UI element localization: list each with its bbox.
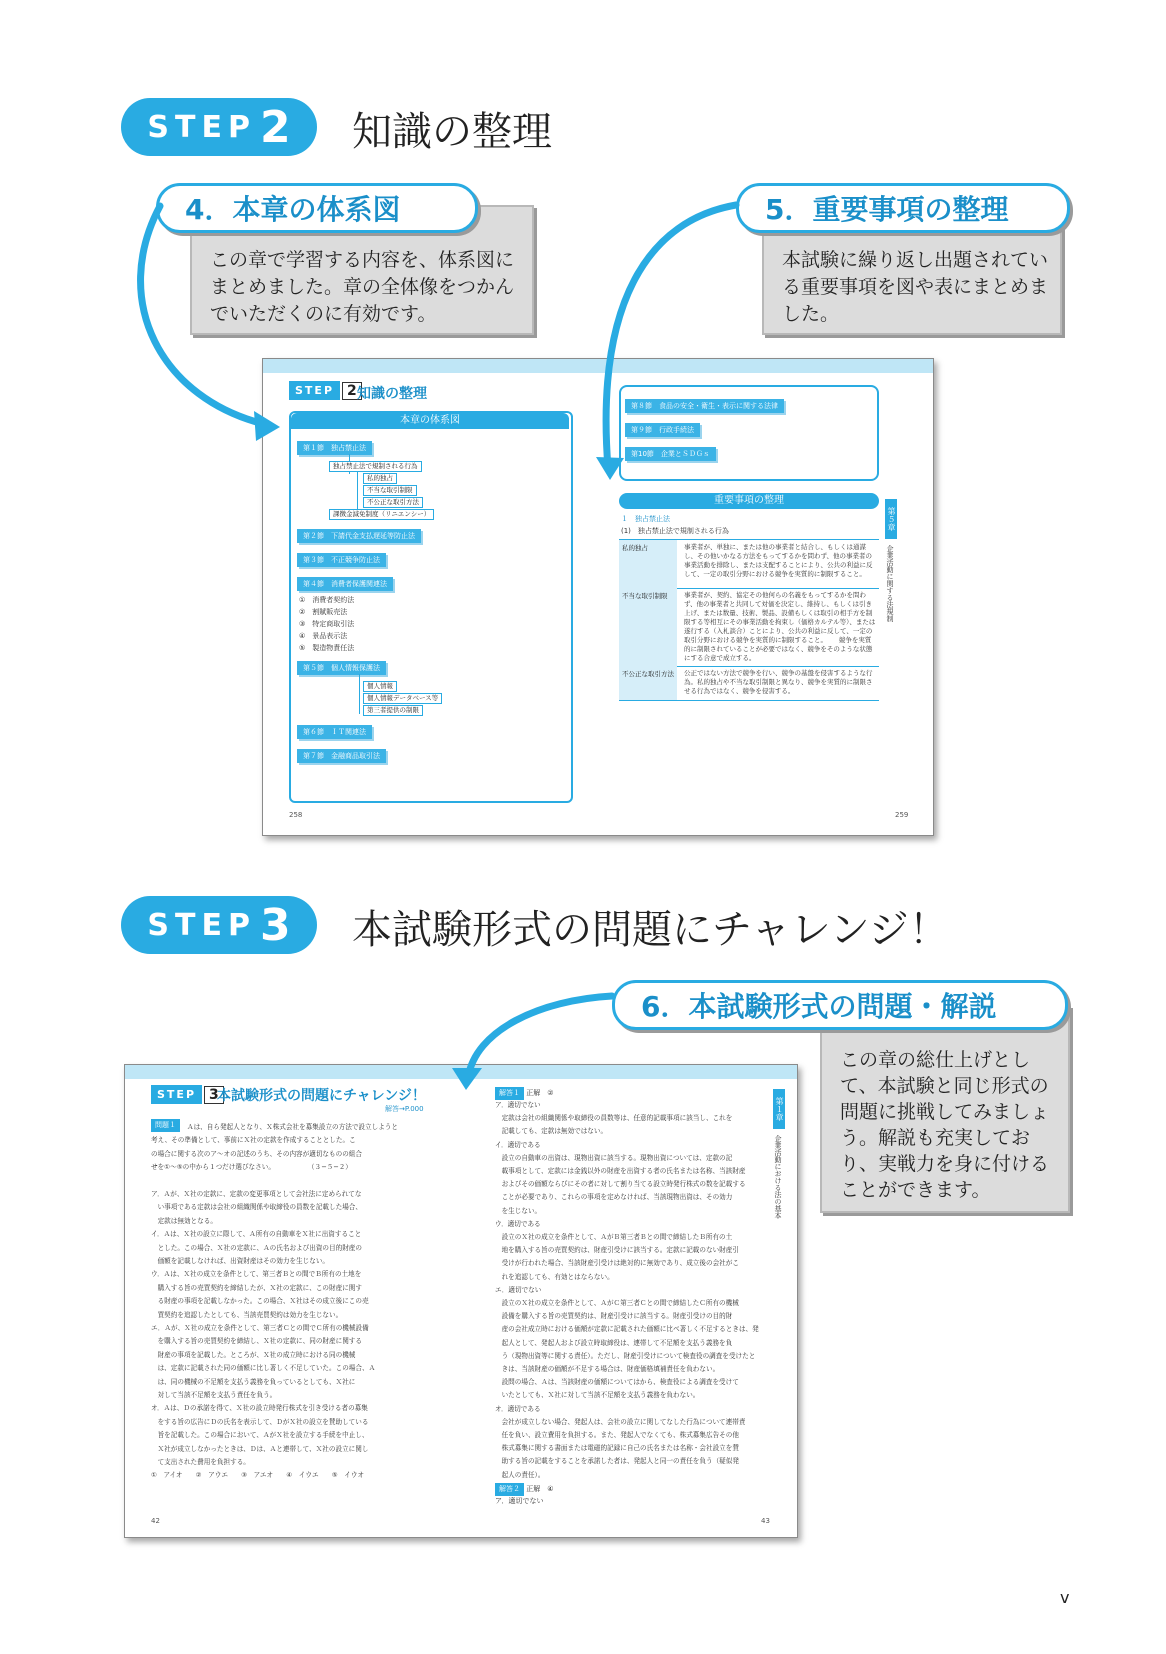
step2-number: 2 [259,101,291,153]
page-number-left: 258 [289,811,303,819]
explanation-line: 地を購入する旨の売買契約は、財産引受けに該当する。定款に記載のない財産引 [495,1246,739,1255]
spread2-step-number: 3 [204,1086,224,1104]
explanation-line: 株式募集に関する書面または電磁的記録に自己の氏名または名称・会社設立を賛 [495,1444,739,1453]
section-tag: 第９節 行政手続法 [625,423,700,437]
question-line: て支出された費用を負担する。 [151,1458,250,1466]
answer2-tag: 解答２ [495,1483,524,1496]
answer-tag: 解答１ [495,1087,524,1100]
question-line: イ．Ａは、Ｘ社の設立に際して、Ａ所有の自動車をＸ社に出資すること [151,1230,362,1239]
callout6-line: 問題に挑戦してみましょ [840,1101,1050,1123]
question-line: 対して当該不足額を支払う責任を負う。 [151,1391,277,1399]
callout5-line: 本試験に繰り返し出題されてい [782,249,1049,271]
section-tag: 第10節 企業とＳＤＧｓ [625,447,716,461]
explanation-line: 起人として、発起人および設立時取締役は、連帯して不足額を支払う義務を負 [495,1338,733,1347]
section-tag: 第３節 不正競争防止法 [297,553,386,567]
explanation-line: 設問の場合、Ａは、当該財産の価額についてはから、検査役による調査を受けて [495,1378,739,1387]
explanation-line: イ．適切である [495,1140,541,1149]
question-line: 旨を記載した。この場合において、ＡがＸ社を設立する手続を中止し、 [151,1431,369,1440]
section-tag: 第８節 食品の安全・衛生・表示に関する法律 [625,399,784,413]
question-line: ア．Ａが、Ｘ社の定款に、定款の変更事項として会社法に定められてな [151,1190,362,1198]
question-line: の場合に関する次のア〜オの記述のうち、その内容が適切なものの組合 [151,1149,362,1158]
explanation-line: う（現物出資等に関する責任）。ただし、財産引受けについて検査役の調査を受けたと [495,1351,756,1360]
page-number-right: 43 [761,1517,770,1525]
spread1-step-number: 2 [342,382,362,400]
question-line: 考え、その準備として、事前にＸ社の定款を作成することとした。こ [151,1136,356,1145]
section-tag: 第５節 個人情報保護法 [297,661,386,675]
tree-node: 独占禁止法で規制される行為 [329,461,422,472]
law-list-item: ④ 景品表示法 [299,632,348,640]
question-line: をする旨の広告にＤの氏名を表示して、ＤがＸ社の設立を賛助している [151,1417,369,1426]
important-subheading: １ 独占禁止法 [621,515,670,523]
table-key: 私的独占 [619,540,677,588]
callout6-line: て、本試験と同じ形式の [840,1075,1049,1097]
spread2-title: 本試験形式の問題にチャレンジ！ [217,1088,426,1104]
explanation-line: エ．適切でない [495,1285,542,1294]
chapter-side-title: 企業活動における法の基本 [774,1135,782,1219]
question-line: 定款は無効となる。 [151,1216,217,1225]
explanation-line: ことが必要であり、これらの事項を定めなければ、当該現物出資は、その効力 [495,1193,733,1202]
explanation-line: 設立のＸ社の成立を条件として、ＡがＢ第三者Ｂとの間で締結したＢ所有の土 [495,1233,733,1241]
question-line: せを①〜⑤の中から１つだけ選びなさい。 （３−５−２） [151,1163,352,1172]
law-list-item: ③ 特定商取引法 [299,620,355,628]
answer-reference: 解答→P.000 [385,1105,424,1113]
page-number: v [1060,1588,1070,1607]
callout6-line: う。解説も充実してお [840,1127,1031,1149]
chapter-tab: 第１章 [773,1089,785,1129]
system-diagram-heading: 本章の体系図 [291,413,569,429]
answer2-value: 正解 ④ [526,1485,554,1493]
tree-node: 課徴金減免制度（リニエンシー） [329,509,434,520]
explanation-line: ウ．適切である [495,1219,541,1228]
callout4-line: この章で学習する内容を、体系図に [210,249,515,271]
chapter-tab: 第５章 [885,499,897,539]
explanation-line: 起人の責任）。 [495,1470,545,1479]
explanation-line: オ．適切である [495,1404,541,1413]
step3-heading: 本試験形式の問題にチャレンジ！ [352,907,949,953]
explanation-line: 定款は会社の組織関係や取締役の員数等は、任意的記載事項に該当し、これを [495,1114,733,1123]
section-tag: 第２節 下請代金支払遅延等防止法 [297,529,421,543]
section-tag: 第７節 金融商品取引法 [297,749,386,763]
page-number-left: 42 [151,1517,160,1525]
explanation-line: およびその価額ならびにその者に対して割り当てる設立時発行株式の数を記載する [495,1180,746,1189]
explanation-line: を生じない。 [495,1206,542,1215]
callout5-label: 5．重要事項の整理 [736,183,1070,233]
tree-node: 第三者提供の制限 [363,705,423,716]
step2-word: STEP [147,109,256,145]
explanation-line: 任を負い、設立費用を負担する。また、発起人でなくても、株式募集広告その他 [495,1431,739,1439]
explanation-line: 助する旨の記載をすることを承諾した者は、発起人と同一の責任を負う（疑似発 [495,1457,739,1466]
callout5-line: る重要事項を図や表にまとめま [782,276,1049,298]
section-tag: 第６節 ＩＴ関連法 [297,725,372,739]
table-key: 不公正な取引方法 [619,666,677,700]
explanation-line: ア．適切でない [495,1101,541,1109]
explanation-line: 設立のＸ社の成立を条件として、ＡがＣ第三者Ｃとの間で締結したＣ所有の機械 [495,1299,739,1307]
question-line: 購入する旨の売買契約を締結したが、Ｘ社の定款に、この財産に関す [151,1283,362,1292]
step2-heading: 知識の整理 [352,109,552,155]
explanation-line: れを追認しても、有効とはならない。 [495,1272,614,1281]
answer2-first-line: ア．適切でない [495,1497,544,1505]
question-line: ① アイオ ② アウエ ③ アエオ ④ イウエ ⑤ イウオ [151,1471,365,1480]
question-line: は、定款に記載された同の価額に比し著しく不足していた。この場合、Ａ [151,1364,376,1373]
important-subheading: (1) 独占禁止法で規制される行為 [621,527,729,535]
question-line: る財産の事項を記載しなかった。この場合、Ｘ社はその成立後にこの売 [151,1297,369,1306]
question-line: ウ．Ａは、Ｘ社の成立を条件として、第三者Ｂとの間でＢ所有の土地を [151,1270,362,1279]
page-number-right: 259 [895,811,909,819]
callout6-line: り、実戦力を身に付ける [840,1153,1050,1175]
callout6-line: この章の総仕上げとし [840,1049,1031,1071]
question-line: Ｘ社が成立しなかったときは、Ｄは、Ａと連帯して、Ｘ社の設立に関し [151,1444,369,1453]
table-value: 公正ではない方法で競争を行い、競争の基盤を侵害するような行為。私的独占や不当な取引制限と異なり、競争を実質的に制限させる行為ではなく、競争を侵害する。 [684,669,873,695]
question-line: オ．Ａは、Ｄの承諾を得て、Ｘ社の設立時発行株式を引き受ける者の募集 [151,1404,368,1413]
explanation-line: 産の会社成立時における価額が定款に記載された価額に比べ著しく不足するときは、発 [495,1325,759,1334]
question-line: 財産の事項を記載した。ところが、Ｘ社の成立時における同の機械 [151,1350,356,1359]
callout4-line: でいただくのに有効です。 [210,303,437,325]
tree-node: 不公正な取引方法 [363,497,423,508]
table-value: 事業者が、契約、協定その他何らの名義をもってするかを問わず、他の事業者と共同して対価を決定し、維持し、もしくは引き上げ、または数量、技術、製品、設備もしくは取引の相手方を制限する等相互にその事業活動を拘束し（価格カルテル等）、または遂行する（入札談合）ことにより、公共の利益に反して、一定の取引分野における競争を実質的に制限すること。 競争を実質的に制限されていることが必要ではなく、競争をそのような状態にする合意で成立する。 [684,591,876,662]
chapter-side-title: 企業活動に関する法規制 [886,545,894,622]
question-line: 買契約を追認したとしても、当該売買契約は効力を生じない。 [151,1310,343,1319]
step3-word: STEP [147,907,256,943]
explanation-line: いたとしても、Ｘ社に対して当該不足額を支払う義務を負わない。 [495,1391,700,1400]
callout4-line: まとめました。章の全体像をつかん [210,276,515,298]
table-key: 不当な取引制限 [619,588,677,666]
explanation-line: 載事項として、定款には金銭以外の財産を出資する者の氏名または名称、当該財産 [495,1167,746,1175]
explanation-line: 受けが行われた場合、当該財産引受けは絶対的に無効であり、成立後の会社がこ [495,1259,739,1268]
spread2-step-word: STEP [151,1085,202,1104]
explanation-line: 設備を購入する旨の売買契約は、財産引受けに該当する。財産引受けの目的財 [495,1312,733,1321]
question-line: とした。この場合、Ｘ社の定款に、Ａの氏名および出資の目的財産の [151,1243,362,1252]
question-line: Ａは、自ら発起人となり、Ｘ株式会社を募集設立の方法で設立しようと [187,1123,398,1131]
law-list-item: ① 消費者契約法 [299,596,355,604]
explanation-line: 会社が成立しない場合、発起人は、会社の設立に関してなした行為について連帯責 [495,1417,746,1426]
law-list-item: ② 割賦販売法 [299,608,348,616]
explanation-line: 設立の自動車の出資は、現物出資に該当する。現物出資については、定款の記 [495,1153,733,1162]
callout6-line: ことができます。 [840,1179,991,1201]
tree-node: 個人情報 [363,681,397,692]
spread1-title: 知識の整理 [357,386,427,402]
table-value: 事業者が、単独に、または他の事業者と結合し、もしくは通謀し、その他いかなる方法をもってするかを問わず、他の事業者の事業活動を排除し、または支配することにより、公共の利益に反して、一定の取引分野における競争を実質的に制限すること。 [684,543,873,578]
tree-node: 個人情報データベース等 [363,693,442,704]
spread1-step-word: STEP [289,381,340,400]
question-tag: 問題１ [151,1119,180,1132]
law-list-item: ⑤ 製造物責任法 [299,644,355,652]
explanation-line: きは、当該財産の価額が不足する場合は、財産価格填補責任を負わない。 [495,1365,720,1373]
question-line: エ．Ａが、Ｘ社の成立を条件として、第三者Ｃとの間でＣ所有の機械設備 [151,1324,369,1332]
section-tag: 第４節 消費者保護関連法 [297,577,393,591]
question-line: は、同の機械の不足額を支払う義務を負っているとしても、Ｘ社に [151,1377,356,1386]
tree-node: 私的独占 [363,473,397,484]
callout6-label: 6．本試験形式の問題・解説 [612,980,1068,1030]
question-line: い事項である定款は会社の組織関係や取締役の員数を記載した場合、 [151,1203,362,1212]
section-tag: 第１節 独占禁止法 [297,441,372,455]
important-items-heading: 重要事項の整理 [619,493,879,509]
question-line: 価額を記載しなければ、出資財産はその効力を生じない。 [151,1257,330,1265]
tree-node: 不当な取引制限 [363,485,417,496]
callout4-label: 4．本章の体系図 [156,183,478,233]
step3-number: 3 [259,899,291,951]
question-line: を購入する旨の売買契約を締結し、Ｘ社の定款に、同の財産に関する [151,1337,362,1346]
explanation-line: 記載しても、定款は無効ではない。 [495,1127,608,1136]
answer-value: 正解 ② [526,1089,554,1097]
callout5-line: した。 [782,303,840,325]
